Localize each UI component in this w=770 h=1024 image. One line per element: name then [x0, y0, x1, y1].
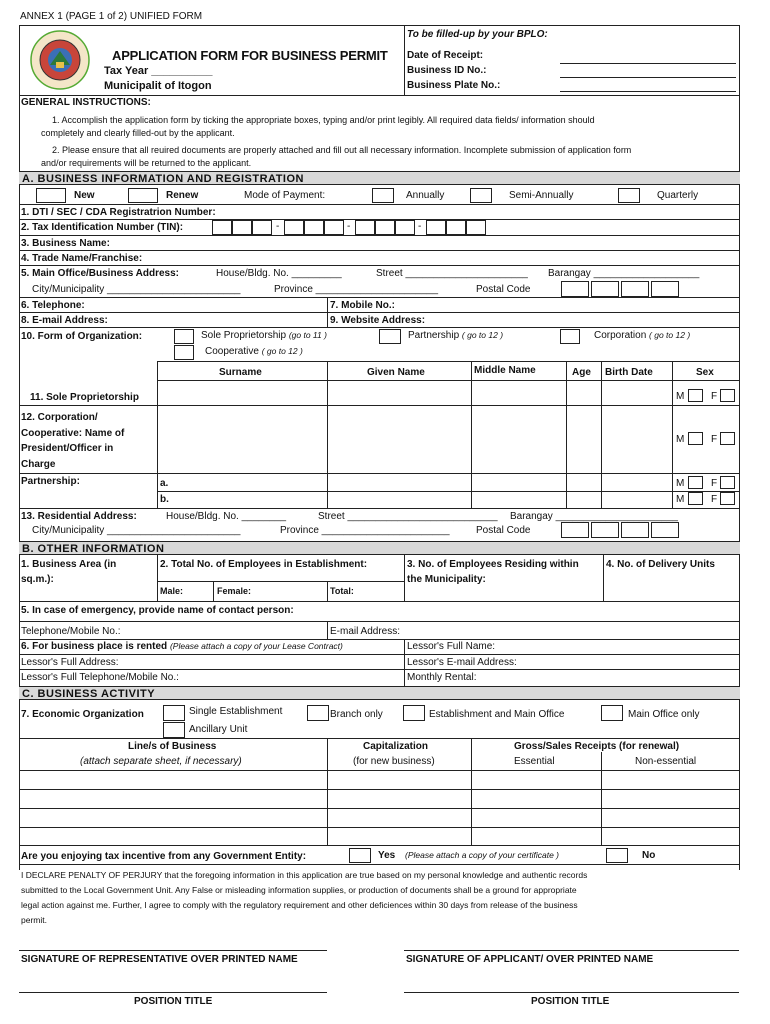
business-plate-line[interactable]	[560, 91, 736, 92]
instruction-2b: and/or requirements will be returned to the applicant.	[41, 158, 252, 168]
cooperative-goto: ( go to 12 )	[261, 346, 303, 356]
mobile-label: 7. Mobile No.:	[330, 300, 395, 311]
rep-position-line[interactable]	[19, 992, 327, 993]
postal-box-2[interactable]	[591, 281, 619, 297]
main-only-checkbox[interactable]	[601, 705, 623, 721]
row-line	[19, 654, 740, 655]
dti-label: 1. DTI / SEC / CDA Registratrion Number:	[21, 207, 216, 218]
delivery-label: 4. No. of Delivery Units	[606, 559, 715, 570]
sex-f-box-4[interactable]	[720, 492, 735, 505]
col-line	[672, 361, 673, 509]
frame-left	[19, 25, 20, 870]
surname-header: Surname	[219, 367, 262, 378]
tin-dash-1: -	[276, 221, 280, 232]
business-name-label: 3. Business Name:	[21, 238, 110, 249]
incentive-yes-note: (Please attach a copy of your certificate )	[405, 850, 560, 860]
col-line	[601, 752, 602, 845]
frame-top	[19, 25, 740, 26]
residing-label-1: 3. No. of Employees Residing within	[407, 559, 579, 570]
residential-label: 13. Residential Address:	[21, 511, 137, 522]
main-province-field[interactable]: Province ______________________	[274, 284, 439, 295]
semi-annually-checkbox[interactable]	[470, 188, 492, 203]
tin-box-5[interactable]	[304, 220, 324, 235]
cooperative-text: Cooperative	[205, 346, 259, 357]
single-label: Single Establishment	[189, 706, 283, 717]
renew-label: Renew	[166, 190, 199, 201]
tin-box-7[interactable]	[355, 220, 375, 235]
tin-box-10[interactable]	[426, 220, 446, 235]
sole-goto: (go to 11 )	[288, 330, 327, 340]
incentive-yes-checkbox[interactable]	[349, 848, 371, 863]
quarterly-checkbox[interactable]	[618, 188, 640, 203]
res-postal-label: Postal Code	[476, 525, 531, 536]
tin-label: 2. Tax Identification Number (TIN):	[21, 222, 184, 233]
date-receipt-label: Date of Receipt:	[407, 50, 484, 61]
lines-note: (attach separate sheet, if necessary)	[80, 756, 242, 767]
sex-m-box-2[interactable]	[688, 432, 703, 445]
row-line	[157, 581, 404, 582]
business-id-label: Business ID No.:	[407, 65, 487, 76]
renew-checkbox[interactable]	[128, 188, 158, 203]
row-line	[19, 204, 740, 205]
col-line	[327, 581, 328, 601]
row-line	[19, 827, 740, 828]
row-line	[19, 405, 740, 406]
business-id-line[interactable]	[560, 77, 736, 78]
monthly-rental-label: Monthly Rental:	[407, 672, 477, 683]
form-org-label: 10. Form of Organization:	[21, 331, 143, 342]
essential-header: Essential	[514, 756, 555, 767]
tel-mobile-label: Telephone/Mobile No.:	[21, 626, 121, 637]
postal-box-1[interactable]	[561, 281, 589, 297]
sex-m-box-4[interactable]	[688, 492, 703, 505]
row-line	[19, 235, 740, 236]
row-line	[19, 508, 740, 509]
est-main-label: Establishment and Main Office	[429, 709, 565, 720]
municipal-seal	[24, 29, 96, 91]
ancillary-label: Ancillary Unit	[189, 724, 248, 735]
sex-f-2: F	[711, 434, 718, 445]
bplo-note: To be filled-up by your BPLO:	[407, 29, 548, 40]
row-line	[19, 789, 740, 790]
economic-org-label: 7. Economic Organization	[21, 709, 144, 720]
postal-box-4[interactable]	[651, 281, 679, 297]
ancillary-checkbox[interactable]	[163, 722, 185, 738]
business-plate-label: Business Plate No.:	[407, 80, 501, 91]
res-postal-box-2[interactable]	[591, 522, 619, 538]
sex-f-box-1[interactable]	[720, 389, 735, 402]
new-label: New	[74, 190, 95, 201]
sole-label	[201, 330, 327, 341]
male-label: Male:	[160, 586, 184, 596]
sex-m-1: M	[676, 391, 685, 402]
rep-signature-line[interactable]	[19, 950, 327, 951]
tin-box-3[interactable]	[252, 220, 272, 235]
semi-annually-label: Semi-Annually	[509, 190, 574, 201]
birth-date-header: Birth Date	[605, 367, 653, 378]
main-barangay-field[interactable]: Barangay ___________________	[548, 268, 700, 279]
given-name-header: Given Name	[367, 367, 425, 378]
corp-row-line-1: 12. Corporation/	[21, 412, 98, 423]
section-b-header: B. OTHER INFORMATION	[19, 541, 740, 555]
single-checkbox[interactable]	[163, 705, 185, 721]
row-line	[19, 250, 740, 251]
col-line	[471, 361, 472, 509]
main-postal-label: Postal Code	[476, 284, 531, 295]
lessor-name-label: Lessor's Full Name:	[407, 641, 496, 652]
res-postal-box-3[interactable]	[621, 522, 649, 538]
header-divider	[404, 25, 405, 95]
rented-text: 6. For business place is rented	[21, 641, 168, 652]
corp-row-line-4: Charge	[21, 458, 56, 470]
incentive-no-label: No	[642, 850, 656, 861]
corporation-goto: ( go to 12 )	[649, 330, 691, 340]
non-essential-header: Non-essential	[635, 756, 697, 767]
sex-m-box-1[interactable]	[688, 389, 703, 402]
partner-a: a.	[160, 478, 169, 489]
row-line	[19, 669, 740, 670]
res-barangay-field[interactable]: Barangay ______________________	[510, 511, 678, 522]
cooperative-label	[205, 346, 303, 357]
trade-name-label: 4. Trade Name/Franchise:	[21, 253, 143, 264]
sex-f-3: F	[711, 478, 718, 489]
employees-label: 2. Total No. of Employees in Establishment:	[160, 559, 368, 570]
corporation-label	[594, 330, 690, 341]
res-postal-box-4[interactable]	[651, 522, 679, 538]
tin-box-6[interactable]	[324, 220, 344, 235]
row-line	[19, 327, 740, 328]
new-checkbox[interactable]	[36, 188, 66, 203]
capitalization-header: Capitalization	[363, 741, 429, 752]
quarterly-label: Quarterly	[657, 190, 699, 201]
col-line	[157, 555, 158, 601]
telephone-label: 6. Telephone:	[21, 300, 85, 311]
date-receipt-line[interactable]	[560, 63, 736, 64]
instructions-heading: GENERAL INSTRUCTIONS:	[21, 97, 151, 108]
row-line	[19, 639, 740, 640]
sex-m-2: M	[676, 434, 685, 445]
sex-m-box-3[interactable]	[688, 476, 703, 489]
res-street-field[interactable]: Street ___________________________	[318, 511, 498, 522]
middle-name-header: Middle Name	[474, 365, 536, 376]
declaration-line-3: legal action against me. Further, I agree to comply with the regulatory requirement and other deficiences within 30 days from release of the business	[21, 900, 578, 910]
est-main-checkbox[interactable]	[403, 705, 425, 721]
partnership-goto: ( go to 12 )	[461, 330, 504, 340]
applicant-position-label: POSITION TITLE	[531, 996, 610, 1007]
col-line	[327, 621, 328, 639]
row-line	[157, 361, 740, 362]
instruction-1b: completely and clearly filled-out by the applicant.	[41, 128, 235, 138]
corporation-text: Corporation	[594, 330, 647, 341]
tax-year: Tax Year __________	[104, 65, 213, 77]
partnership-text: Partnership	[408, 330, 460, 341]
corp-row-line-2: Cooperative: Name of	[21, 427, 125, 439]
area-label-1: 1. Business Area (in	[21, 559, 117, 570]
col-line	[327, 738, 328, 845]
col-line	[471, 738, 472, 845]
col-line	[404, 639, 405, 686]
lessor-tel-label: Lessor's Full Telephone/Mobile No.:	[21, 672, 179, 683]
age-header: Age	[572, 367, 591, 378]
rep-position-label: POSITION TITLE	[134, 996, 213, 1007]
applicant-signature-line[interactable]	[404, 950, 739, 951]
row-line	[19, 621, 740, 622]
tin-box-9[interactable]	[395, 220, 415, 235]
col-line	[157, 361, 158, 509]
rented-note: (Please attach a copy of your Lease Contract)	[169, 641, 343, 651]
row-line	[19, 864, 740, 865]
partner-b: b.	[160, 494, 169, 505]
instruction-1a: 1. Accomplish the application form by ticking the appropriate boxes, typing and/or print legibly. All required data fields/ information should	[52, 115, 595, 125]
row-line	[19, 808, 740, 809]
sole-checkbox[interactable]	[174, 329, 194, 344]
rented-label	[21, 641, 343, 652]
declaration-text	[21, 868, 587, 928]
instruction-2a: 2. Please ensure that all reuired documents are properly attached and fill out all necessary information. Incomplete submission of application form	[52, 145, 632, 155]
lessor-email-label: Lessor's E-mail Address:	[407, 657, 517, 668]
row-line	[19, 738, 740, 739]
row-line	[19, 601, 740, 602]
section-a-header: A. BUSINESS INFORMATION AND REGISTRATION	[19, 171, 740, 185]
incentive-question: Are you enjoying tax incentive from any Government Entity:	[21, 851, 307, 862]
sex-f-4: F	[711, 494, 718, 505]
tin-dash-3: -	[418, 221, 422, 232]
annually-checkbox[interactable]	[372, 188, 394, 203]
row-line	[19, 312, 740, 313]
col-line	[601, 361, 602, 509]
municipality: Municipalit of Itogon	[104, 80, 212, 92]
row-line	[19, 770, 740, 771]
frame-right	[739, 25, 740, 870]
capitalization-note: (for new business)	[353, 756, 435, 767]
applicant-signature-label: SIGNATURE OF APPLICANT/ OVER PRINTED NAME	[406, 954, 654, 965]
total-label: Total:	[330, 586, 354, 596]
website-label: 9. Website Address:	[330, 315, 426, 326]
col-line	[603, 555, 604, 601]
col-line	[404, 555, 405, 601]
row-line	[19, 473, 740, 474]
lessor-address-label: Lessor's Full Address:	[21, 657, 119, 668]
incentive-yes-label: Yes	[378, 850, 396, 861]
contact-email-label: E-mail Address:	[330, 626, 401, 637]
incentive-no-checkbox[interactable]	[606, 848, 628, 863]
main-office-label: 5. Main Office/Business Address:	[21, 268, 180, 279]
postal-box-3[interactable]	[621, 281, 649, 297]
corporation-checkbox[interactable]	[560, 329, 580, 344]
branch-label: Branch only	[330, 709, 383, 720]
declaration-line-2: submitted to the Local Government Unit. Any False or misleading information supplies, or production of documents shall be a ground for appropriate	[21, 885, 577, 895]
section-c-header: C. BUSINESS ACTIVITY	[19, 686, 740, 700]
mode-payment-label: Mode of Payment:	[244, 190, 326, 201]
row-line	[19, 297, 740, 298]
sex-m-3: M	[676, 478, 685, 489]
email-label: 8. E-mail Address:	[21, 315, 108, 326]
header-bottom	[19, 95, 740, 96]
emergency-label: 5. In case of emergency, provide name of contact person:	[21, 605, 294, 616]
sex-f-box-2[interactable]	[720, 432, 735, 445]
declaration-line-1: I DECLARE PENALTY OF PERJURY that the foregoing information in this application are true based on my personal knowledge and authentic records	[21, 870, 588, 880]
res-city-field[interactable]: City/Municipality ________________________	[32, 525, 241, 536]
residing-label-2: the Municipality:	[407, 574, 486, 585]
tin-box-12[interactable]	[466, 220, 486, 235]
sex-m-4: M	[676, 494, 685, 505]
applicant-position-line[interactable]	[404, 992, 739, 993]
main-only-label: Main Office only	[628, 709, 700, 720]
tin-box-8[interactable]	[375, 220, 395, 235]
row-line	[157, 380, 740, 381]
declaration-line-4: permit.	[21, 915, 47, 925]
annually-label: Annually	[406, 190, 445, 201]
res-house-field[interactable]: House/Bldg. No. ________	[166, 511, 287, 522]
sole-row-label: 11. Sole Proprietorship	[30, 392, 139, 403]
branch-checkbox[interactable]	[307, 705, 329, 721]
tin-box-1[interactable]	[212, 220, 232, 235]
col-line	[327, 361, 328, 509]
tin-dash-2: -	[347, 221, 351, 232]
corp-row-label	[21, 410, 155, 472]
main-street-field[interactable]: Street ______________________	[376, 268, 528, 279]
sex-header: Sex	[696, 367, 714, 378]
partnership-row-label: Partnership:	[21, 476, 80, 487]
tin-box-4[interactable]	[284, 220, 304, 235]
lines-header: Line/s of Business	[128, 741, 217, 752]
cooperative-checkbox[interactable]	[174, 345, 194, 360]
row-line	[157, 491, 740, 492]
col-line	[213, 581, 214, 601]
sex-f-1: F	[711, 391, 718, 402]
sole-text: Sole Proprietorship	[201, 330, 287, 341]
main-city-field[interactable]: City/Municipality ________________________	[32, 284, 241, 295]
row-line	[19, 845, 740, 846]
res-postal-box-1[interactable]	[561, 522, 589, 538]
female-label: Female:	[217, 586, 252, 596]
res-province-field[interactable]: Province _______________________	[280, 525, 450, 536]
annex-label: ANNEX 1 (PAGE 1 of 2) UNIFIED FORM	[20, 11, 203, 22]
partnership-checkbox[interactable]	[379, 329, 401, 344]
gross-header: Gross/Sales Receipts (for renewal)	[514, 741, 680, 752]
main-house-field[interactable]: House/Bldg. No. _________	[216, 268, 342, 279]
partnership-label	[408, 330, 503, 341]
sex-f-box-3[interactable]	[720, 476, 735, 489]
rep-signature-label: SIGNATURE OF REPRESENTATIVE OVER PRINTED NAME	[21, 954, 298, 965]
area-label-2: sq.m.):	[21, 574, 54, 585]
row-line	[19, 265, 740, 266]
form-title: APPLICATION FORM FOR BUSINESS PERMIT	[112, 48, 388, 63]
tin-box-2[interactable]	[232, 220, 252, 235]
tin-box-11[interactable]	[446, 220, 466, 235]
col-line	[566, 361, 567, 509]
corp-row-line-3: President/Officer in	[21, 443, 114, 454]
